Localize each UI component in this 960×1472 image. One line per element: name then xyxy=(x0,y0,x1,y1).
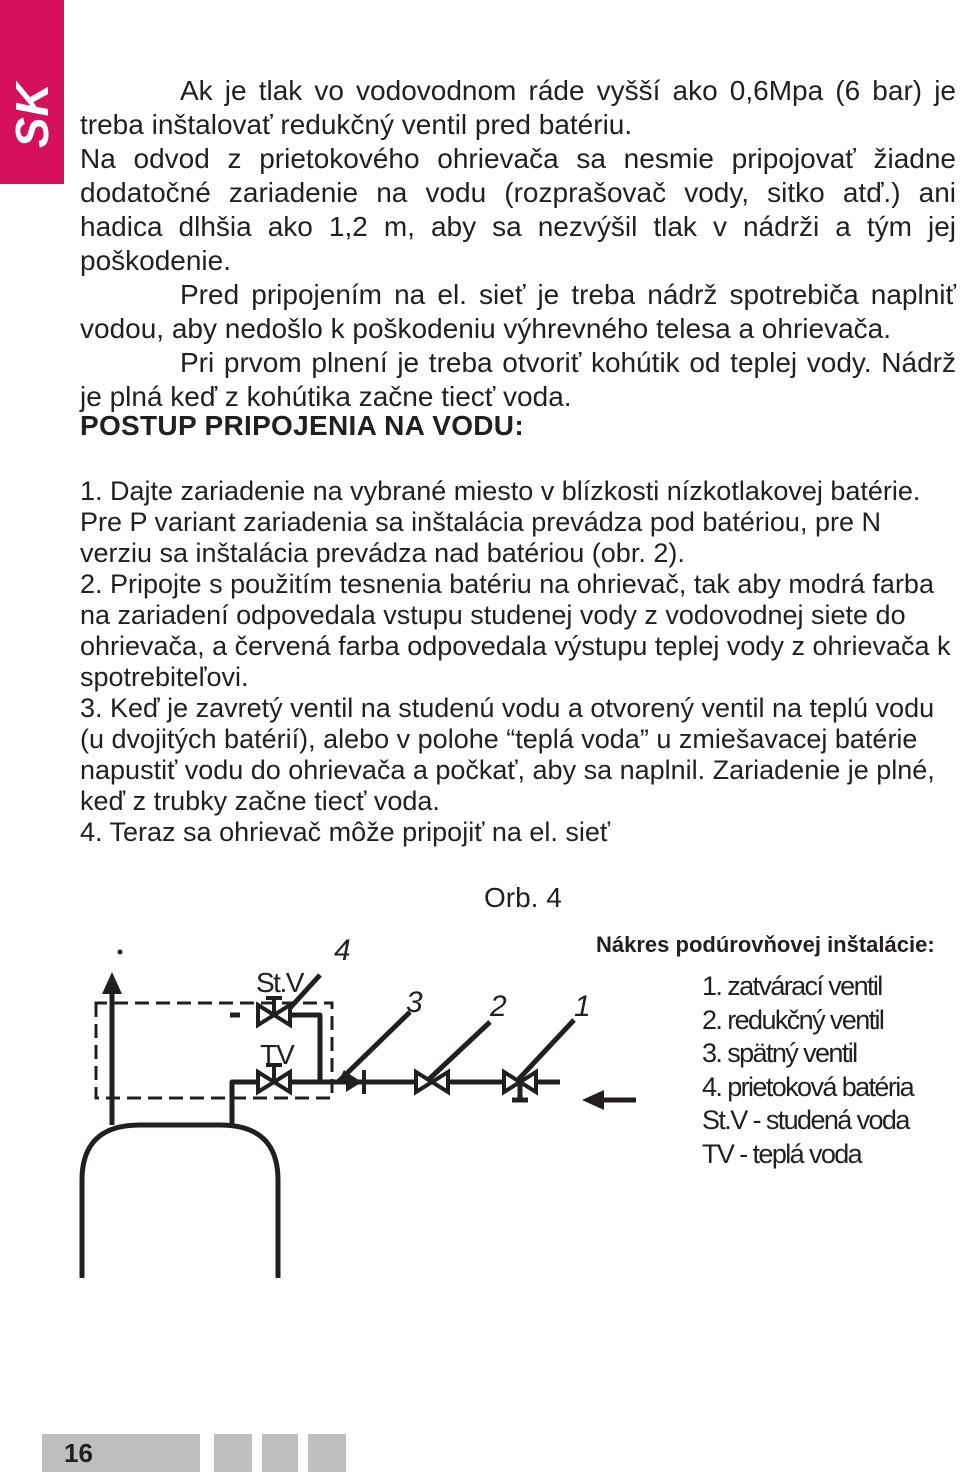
hot-outlet-arrow xyxy=(102,972,122,994)
cold-supply-pipe xyxy=(290,1015,320,1082)
steps-list xyxy=(80,476,956,848)
inlet-arrow xyxy=(582,1090,604,1110)
legend-item: St.V - studená voda xyxy=(702,1105,909,1136)
legend-item: 2. redukčný ventil xyxy=(702,1004,884,1035)
intro-text xyxy=(80,74,956,414)
cold-water-label: St.V xyxy=(256,967,303,998)
cold-feed-pipe xyxy=(232,1082,320,1125)
installation-diagram xyxy=(60,920,660,1290)
callout-3: 3 xyxy=(406,986,423,1019)
page-number: 16 xyxy=(42,1434,200,1472)
intro-paragraph: Na odvod z prietokového ohrievača sa nesmie pripojovať žiadne dodatočné zariadenie na vodu (rozprašovač vody, sitko atď.) ani hadica dlhšia ako 1,2 m, aby sa nezvýšil tlak v nádrži a tým jej poškodenie. xyxy=(80,143,956,276)
language-tab xyxy=(0,0,64,184)
footer-block xyxy=(308,1434,346,1472)
intro-paragraph: Pred pripojením na el. sieť je treba nádrž spotrebiča naplniť vodou, aby nedošlo k poškodeniu výhrevného telesa a ohrievača. xyxy=(80,279,956,344)
step-item: 4. Teraz sa ohrievač môže pripojiť na el. sieť xyxy=(80,817,611,847)
legend-list xyxy=(702,970,913,1172)
legend-item: 4. prietoková batéria xyxy=(702,1071,914,1102)
footer-block xyxy=(262,1434,298,1472)
heater-tank xyxy=(82,1125,278,1278)
legend-item: TV - teplá voda xyxy=(702,1138,862,1169)
step-item: 1. Dajte zariadenie na vybrané miesto v blízkosti nízkotlakovej batérie. Pre P variant zariadenia sa inštalácia prevádza pod batériou, pre N verziu sa inštalácia prevádza nad batériou (obr. 2). xyxy=(80,476,921,568)
corner-dot xyxy=(118,950,123,955)
callout-2: 2 xyxy=(490,990,507,1023)
language-code: SK xyxy=(6,82,58,148)
step-item: 3. Keď je zavretý ventil na studenú vodu a otvorený ventil na teplú vodu (u dvojitých batérií), alebo v polohe “teplá voda” u zmiešavacej batérie napustiť vodu do ohrievača a počkať, aby sa naplnil. Zariadenie je plné, keď z trubky začne tiecť voda. xyxy=(80,693,935,816)
legend-item: 1. zatvárací ventil xyxy=(702,971,882,1001)
hot-water-label: TV xyxy=(260,1039,294,1070)
step-item: 2. Pripojte s použitím tesnenia batériu na ohrievač, tak aby modrá farba na zariadení odpovedala vstupu studenej vody z vodovodnej siete do ohrievača, a červená farba odpovedala výstupu teplej vody z ohrievača k spotrebiteľovi. xyxy=(80,569,951,692)
callout-4: 4 xyxy=(334,934,351,967)
footer-block xyxy=(214,1434,252,1472)
figure-label: Orb. 4 xyxy=(484,882,562,913)
section-heading: POSTUP PRIPOJENIA NA VODU: xyxy=(80,410,524,441)
callout-1: 1 xyxy=(574,990,591,1023)
intro-paragraph: Pri prvom plnení je treba otvoriť kohútik od teplej vody. Nádrž je plná keď z kohútika začne tiecť voda. xyxy=(80,347,956,412)
intro-paragraph: Ak je tlak vo vodovodnom ráde vyšší ako 0,6Mpa (6 bar) je treba inštalovať redukčný ventil pred batériu. xyxy=(80,75,956,140)
legend-title: Nákres podúrovňovej inštalácie: xyxy=(596,932,935,957)
legend-item: 3. spätný ventil xyxy=(702,1038,857,1069)
